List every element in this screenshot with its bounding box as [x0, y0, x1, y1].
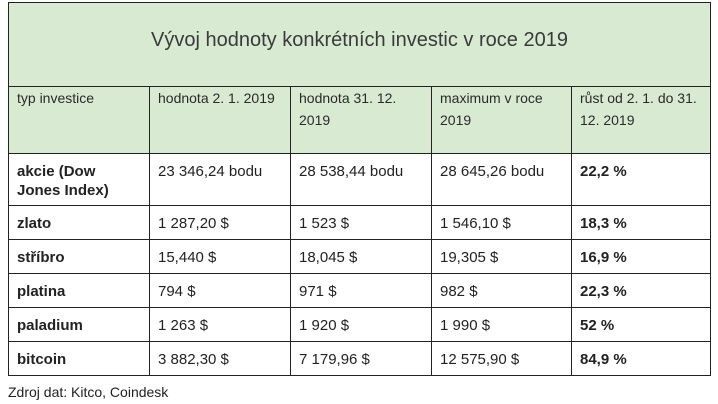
row-max-value: 28 645,26 bodu — [432, 154, 572, 206]
row-end-value: 7 179,96 $ — [291, 342, 432, 376]
table-title-cell — [9, 3, 711, 87]
header-row — [9, 87, 711, 154]
row-growth: 18,3 % — [572, 206, 711, 240]
row-start-value: 1 263 $ — [150, 308, 291, 342]
row-name: bitcoin — [9, 342, 150, 376]
table-row — [9, 342, 711, 376]
row-name: platina — [9, 274, 150, 308]
row-end-value: 18,045 $ — [291, 240, 432, 274]
header-maximum: maximum v roce 2019 — [432, 87, 572, 154]
row-growth: 84,9 % — [572, 342, 711, 376]
row-end-value: 971 $ — [291, 274, 432, 308]
row-start-value: 1 287,20 $ — [150, 206, 291, 240]
header-value-start: hodnota 2. 1. 2019 — [150, 87, 291, 154]
row-start-value: 794 $ — [150, 274, 291, 308]
row-start-value: 23 346,24 bodu — [150, 154, 291, 206]
header-value-end: hodnota 31. 12. 2019 — [291, 87, 432, 154]
row-growth: 22,3 % — [572, 274, 711, 308]
table-row — [9, 240, 711, 274]
row-growth: 22,2 % — [572, 154, 711, 206]
row-name: stříbro — [9, 240, 150, 274]
table-row — [9, 206, 711, 240]
row-max-value: 1 546,10 $ — [432, 206, 572, 240]
row-end-value: 28 538,44 bodu — [291, 154, 432, 206]
table-row — [9, 154, 711, 206]
row-max-value: 982 $ — [432, 274, 572, 308]
row-growth: 52 % — [572, 308, 711, 342]
row-max-value: 12 575,90 $ — [432, 342, 572, 376]
header-growth: růst od 2. 1. do 31. 12. 2019 — [572, 87, 711, 154]
row-max-value: 19,305 $ — [432, 240, 572, 274]
data-source-note: Zdroj dat: Kitco, Coindesk — [8, 384, 169, 400]
row-name: zlato — [9, 206, 150, 240]
investment-table — [8, 2, 711, 376]
row-growth: 16,9 % — [572, 240, 711, 274]
table-row — [9, 308, 711, 342]
row-name: akcie (Dow Jones Index) — [9, 154, 150, 206]
row-start-value: 15,440 $ — [150, 240, 291, 274]
table-row — [9, 274, 711, 308]
row-max-value: 1 990 $ — [432, 308, 572, 342]
title-row — [9, 3, 711, 87]
header-investment-type: typ investice — [9, 87, 150, 154]
row-name: paladium — [9, 308, 150, 342]
row-end-value: 1 920 $ — [291, 308, 432, 342]
table-title: Vývoj hodnoty konkrétních investic v roce 2019 — [151, 29, 568, 51]
row-start-value: 3 882,30 $ — [150, 342, 291, 376]
row-end-value: 1 523 $ — [291, 206, 432, 240]
